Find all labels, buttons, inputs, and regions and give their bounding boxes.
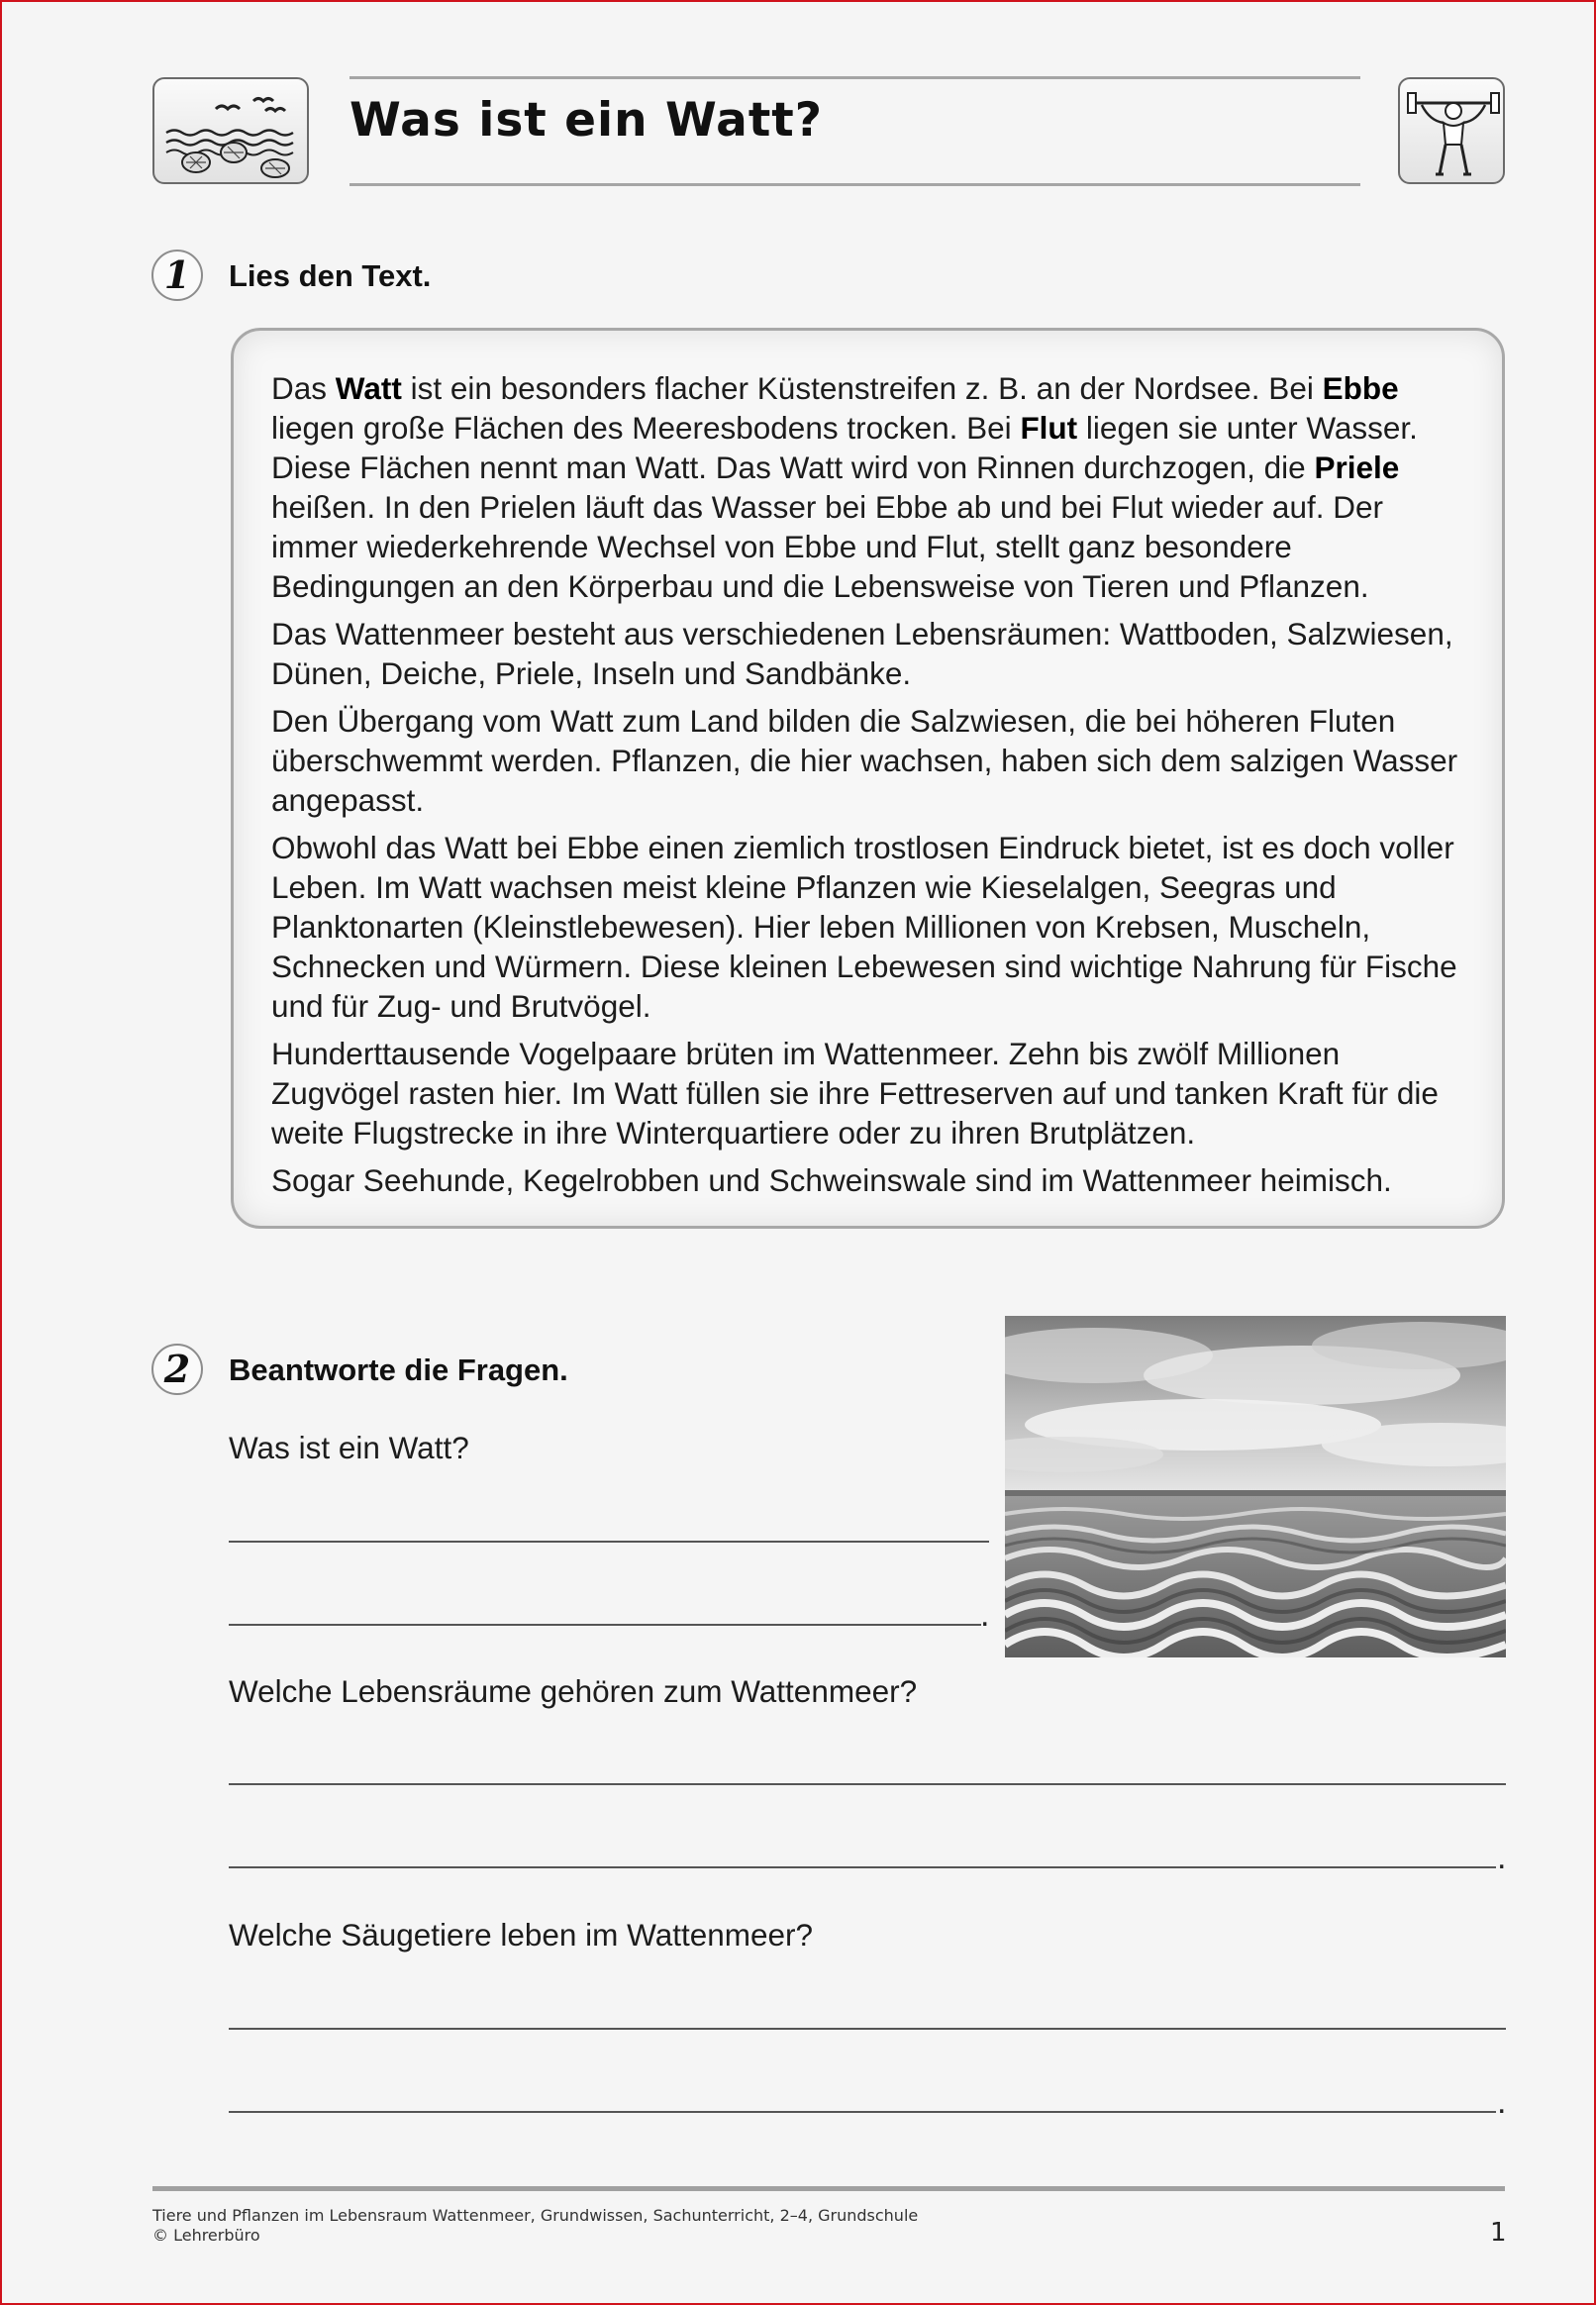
task-number-badge: 1 bbox=[151, 250, 203, 301]
wadden-sea-photo bbox=[1005, 1316, 1506, 1657]
key-term: Watt bbox=[335, 370, 402, 406]
key-term: Flut bbox=[1020, 410, 1078, 446]
strongman-icon bbox=[1398, 77, 1505, 184]
answer-line[interactable] bbox=[229, 1624, 981, 1626]
title-rule-top bbox=[349, 76, 1360, 79]
task-number-badge: 2 bbox=[151, 1344, 203, 1395]
key-term: Priele bbox=[1314, 450, 1400, 485]
text-paragraph bbox=[271, 1160, 1472, 1200]
answer-line[interactable] bbox=[229, 1541, 989, 1543]
line-end-period: . bbox=[980, 1596, 990, 1634]
text-paragraph bbox=[271, 368, 1472, 606]
text-run: Das bbox=[271, 370, 336, 406]
text-paragraph bbox=[271, 614, 1472, 693]
line-end-period: . bbox=[1497, 2083, 1507, 2121]
question-text: Welche Lebensräume gehören zum Wattenmeer? bbox=[229, 1673, 918, 1709]
reading-text bbox=[271, 368, 1472, 1200]
footer-rule bbox=[152, 2186, 1505, 2191]
page-number: 1 bbox=[1490, 2218, 1507, 2248]
page-title: Was ist ein Watt? bbox=[349, 93, 824, 148]
text-run: Den Übergang vom Watt zum Land bilden die Salzwiesen, die bei höheren Fluten überschwemmt werden. Pflanzen, die hier wachsen, haben sich dem salzigen Wasser angepasst. bbox=[271, 703, 1458, 818]
answer-line[interactable] bbox=[229, 2028, 1506, 2030]
text-run: heißen. In den Prielen läuft das Wasser bei Ebbe ab und bei Flut wieder auf. Der immer wiederkehrende Wechsel von Ebbe und Flut, stellt ganz besondere Bedingungen an den Körperbau und die Lebensweise von Tieren und Pflanzen. bbox=[271, 489, 1383, 604]
text-run: ist ein besonders flacher Küstenstreifen z. B. an der Nordsee. Bei bbox=[401, 370, 1323, 406]
sea-shells-birds-icon bbox=[152, 77, 309, 184]
task-instruction: Beantworte die Fragen. bbox=[229, 1353, 568, 1387]
footer-copyright: © Lehrerbüro bbox=[152, 2226, 260, 2245]
text-run: Sogar Seehunde, Kegelrobben und Schweinswale sind im Wattenmeer heimisch. bbox=[271, 1162, 1392, 1198]
line-end-period: . bbox=[1497, 1839, 1507, 1876]
key-term: Ebbe bbox=[1322, 370, 1399, 406]
text-run: Obwohl das Watt bei Ebbe einen ziemlich trostlosen Eindruck bietet, ist es doch voller Leben. Im Watt wachsen meist kleine Pflanzen wie Kieselalgen, Seegras und Planktonarten (Kleinstlebewesen). Hier leben Millionen von Krebsen, Muscheln, Schnecken und Würmern. Diese kleinen Lebewesen sind wichtige Nahrung für Fische und für Zug- und Brutvögel. bbox=[271, 830, 1457, 1024]
text-run: Hunderttausende Vogelpaare brüten im Wattenmeer. Zehn bis zwölf Millionen Zugvögel rasten hier. Im Watt füllen sie ihre Fettreserven auf und tanken Kraft für die weite Flugstrecke in ihre Winterquartiere oder zu ihren Brutplätzen. bbox=[271, 1036, 1439, 1151]
text-paragraph bbox=[271, 1034, 1472, 1152]
task-instruction: Lies den Text. bbox=[229, 258, 432, 293]
text-run: liegen große Flächen des Meeresbodens trocken. Bei bbox=[271, 410, 1021, 446]
text-run: liegen sie unter Wasser. Diese Flächen nennt man Watt. Das Watt wird von Rinnen durchzogen, die bbox=[271, 410, 1418, 485]
question-text: Was ist ein Watt? bbox=[229, 1430, 469, 1465]
text-run: Das Wattenmeer besteht aus verschiedenen Lebensräumen: Wattboden, Salzwiesen, Dünen, Deiche, Priele, Inseln und Sandbänke. bbox=[271, 616, 1453, 691]
answer-line[interactable] bbox=[229, 2111, 1496, 2113]
title-rule-bottom bbox=[349, 183, 1360, 186]
reading-text-box bbox=[231, 328, 1505, 1229]
text-paragraph bbox=[271, 828, 1472, 1026]
answer-line[interactable] bbox=[229, 1783, 1506, 1785]
answer-line[interactable] bbox=[229, 1866, 1496, 1868]
text-paragraph bbox=[271, 701, 1472, 820]
footer-source: Tiere und Pflanzen im Lebensraum Wattenmeer, Grundwissen, Sachunterricht, 2–4, Grundschule bbox=[152, 2206, 919, 2225]
question-text: Welche Säugetiere leben im Wattenmeer? bbox=[229, 1917, 814, 1953]
